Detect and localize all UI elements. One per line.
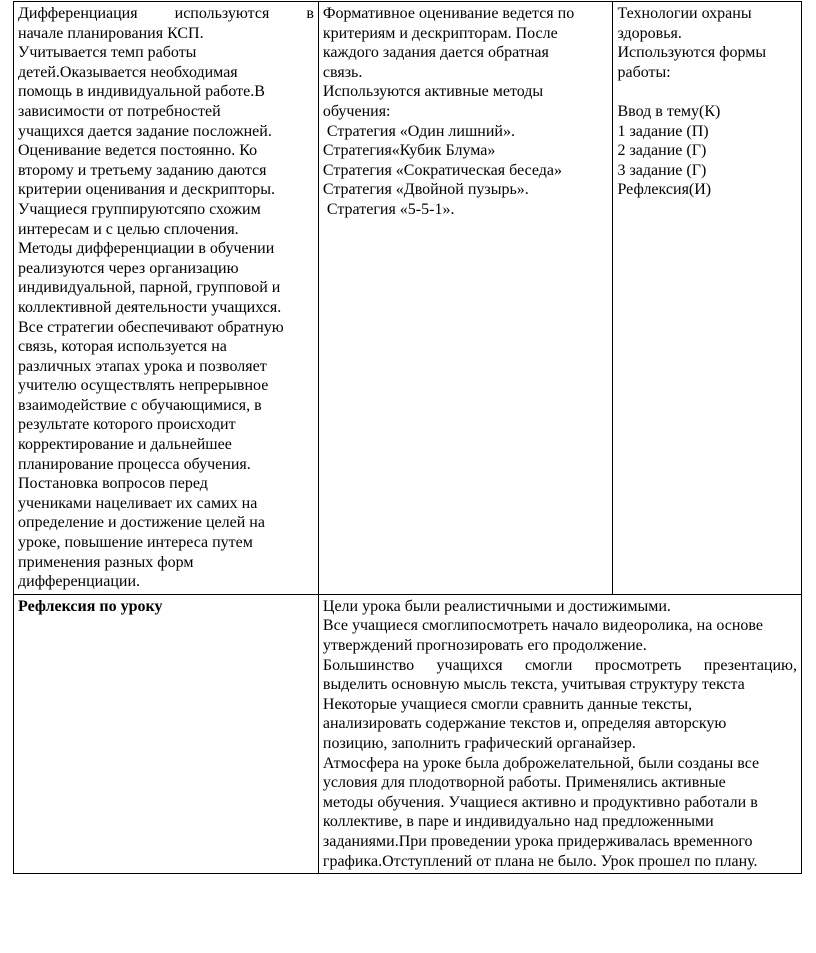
text-line: Цели урока были реалистичными и достижимыми. xyxy=(322,597,671,615)
table-row-differentiation xyxy=(14,2,802,595)
text-line: условия для плодотворной работы. Применялись активные xyxy=(322,774,726,792)
text-line: заданиями.При проведении урока придерживалась временного xyxy=(322,832,753,850)
text-line: результате которого происходит xyxy=(18,416,236,434)
text-line: здоровья. xyxy=(617,24,682,42)
text-line: уроке, повышение интереса путем xyxy=(18,534,253,552)
text-line: Атмосфера на уроке была доброжелательной, были созданы все xyxy=(322,754,760,772)
text-line: зависимости от потребностей xyxy=(18,102,221,120)
text-line: Учитывается темп работы xyxy=(18,44,197,62)
text-line: графика.Отступлений от плана не было. Урок прошел по плану. xyxy=(322,852,758,870)
lesson-plan-table xyxy=(13,1,802,874)
reflection-heading: Рефлексия по уроку xyxy=(18,597,163,615)
text-line: Стратегия «Двойной пузырь». xyxy=(322,181,529,199)
text-line: Большинство учащихся смогли просмотреть презентацию, xyxy=(322,656,797,674)
text-line: применения разных форм xyxy=(18,553,194,571)
text-line: Все стратегии обеспечивают обратную xyxy=(18,318,284,336)
text-line: Дифференциация используются в xyxy=(18,5,314,22)
text-line: работы: xyxy=(617,63,671,81)
text-line: связь. xyxy=(322,63,363,81)
text-line: выделить основную мысль текста, учитывая структуру текста xyxy=(322,676,745,694)
text-line: коллективной деятельности учащихся. xyxy=(18,298,282,316)
cell-assessment xyxy=(318,2,613,595)
text-line: взаимодействие с обучающимися, в xyxy=(18,396,262,414)
text-line: помощь в индивидуальной работе.В xyxy=(18,83,265,101)
text-line: определение и достижение целей на xyxy=(18,514,265,532)
text-line: анализировать содержание текстов и, определяя авторскую xyxy=(322,715,727,733)
text-line: позицию, заполнить графический органайзер. xyxy=(322,734,636,752)
text-line: методы обучения. Учащиеся активно и продуктивно работали в xyxy=(322,793,758,811)
text-line: второму и третьему заданию даются xyxy=(18,161,267,179)
text-line: начале планирования КСП. xyxy=(18,24,204,42)
text-line: Рефлексия(И) xyxy=(617,181,712,199)
cell-health-technologies xyxy=(613,2,802,595)
cell-reflection-text xyxy=(318,594,801,873)
text-line: критериям и дескрипторам. После xyxy=(322,24,558,42)
text-line: обучения: xyxy=(322,102,391,120)
text-line: 1 задание (П) xyxy=(617,122,709,140)
text-line: Используются формы xyxy=(617,44,767,62)
text-line: Методы дифференциации в обучении xyxy=(18,240,275,258)
text-line: связь, которая используется на xyxy=(18,338,227,356)
text-line: Используются активные методы xyxy=(322,83,544,101)
blank-line xyxy=(617,82,797,102)
text-line: Стратегия «Сократическая беседа» xyxy=(322,161,562,179)
text-line: дифференциации. xyxy=(18,573,141,591)
text-line: детей.Оказывается необходимая xyxy=(18,63,238,81)
text-line: различных этапах урока и позволяет xyxy=(18,357,267,375)
text-line: Формативное оценивание ведется по xyxy=(322,5,575,22)
text-line: Технологии охраны xyxy=(617,5,752,22)
text-line: Ввод в тему(К) xyxy=(617,102,721,120)
text-line: Оценивание ведется постоянно. Ко xyxy=(18,142,258,160)
text-line: Стратегия «5-5-1». xyxy=(322,200,455,218)
text-line: критерии оценивания и дескрипторы. xyxy=(18,181,276,199)
text-line: корректирование и дальнейшее xyxy=(18,436,232,454)
table-row-reflection xyxy=(14,594,802,873)
text-line: Все учащиеся смоглипосмотреть начало видеоролика, на основе xyxy=(322,617,763,635)
text-line: Учащиеся группируютсяпо схожим xyxy=(18,200,261,218)
text-line: планирование процесса обучения. xyxy=(18,455,251,473)
text-line: учителю осуществлять непрерывное xyxy=(18,377,269,395)
text-line: учащихся дается задание посложней. xyxy=(18,122,272,140)
text-line: каждого задания дается обратная xyxy=(322,44,549,62)
text-line: 2 задание (Г) xyxy=(617,142,707,160)
cell-reflection-label xyxy=(14,594,319,873)
text-line: Постановка вопросов перед xyxy=(18,475,208,493)
text-line: учениками нацеливает их самих на xyxy=(18,494,258,512)
text-line: утверждений прогнозировать его продолжение. xyxy=(322,637,647,654)
text-line: индивидуальной, парной, групповой и xyxy=(18,279,281,297)
text-line: 3 задание (Г) xyxy=(617,161,707,179)
text-line: интересам и с целью сплочения. xyxy=(18,220,239,238)
cell-differentiation xyxy=(14,2,319,595)
text-line: Стратегия«Кубик Блума» xyxy=(322,142,496,160)
text-line: коллективе, в паре и индивидуально над предложенными xyxy=(322,813,714,831)
text-line: Стратегия «Один лишний». xyxy=(322,122,515,140)
text-line: Некоторые учащиеся смогли сравнить данные тексты, xyxy=(322,695,693,713)
text-line: реализуются через организацию xyxy=(18,259,239,277)
